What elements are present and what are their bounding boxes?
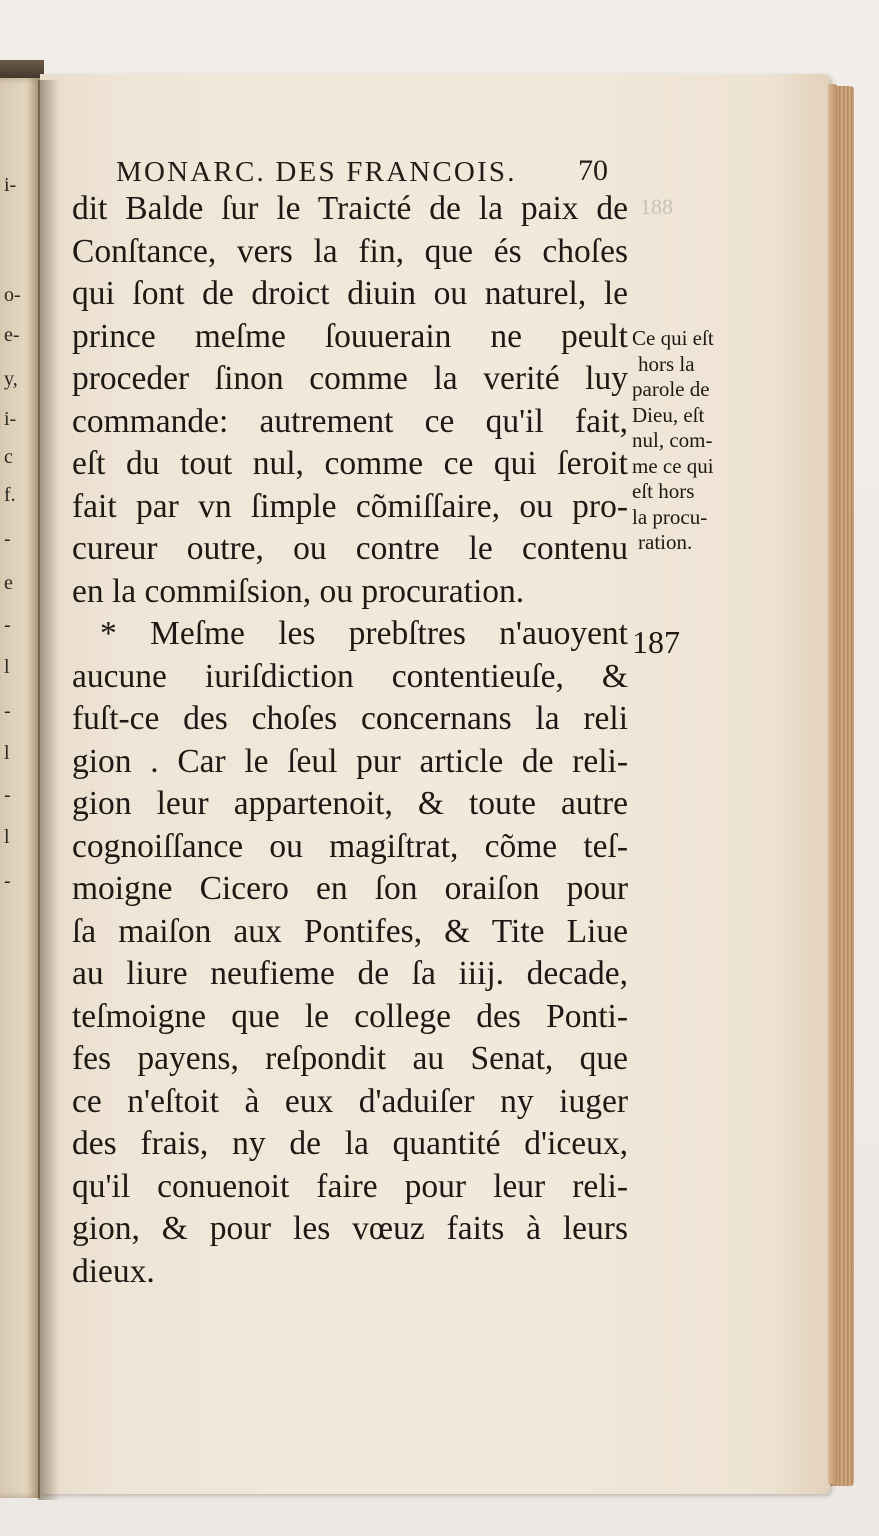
left-page-fragment: e <box>4 572 13 594</box>
left-page-fragment: - <box>4 870 11 892</box>
left-page-fragment: o- <box>4 284 21 306</box>
text-line: commande: autrement ce qu'il fait, <box>72 402 628 440</box>
margin-line: Dieu, eſt <box>632 402 705 427</box>
text-line: Conſtance, vers la fin, que és choſes <box>72 232 628 270</box>
left-page-fragment: - <box>4 528 11 550</box>
text-line: * Meſme les prebſtres n'auoyent <box>100 615 628 652</box>
margin-line: me ce qui <box>632 453 714 478</box>
show-through-number: 188 <box>640 194 673 219</box>
text-line: teſmoigne que le college des Ponti- <box>72 997 628 1035</box>
left-page-fragment: - <box>4 700 11 722</box>
text-line: ſa maiſon aux Pontifes, & Tite Liue <box>72 912 628 950</box>
page-number: 70 <box>578 154 608 187</box>
left-page-fragment: i- <box>4 408 17 430</box>
text-line: gion . Car le ſeul pur article de reli- <box>72 742 628 780</box>
margin-line: Ce qui eſt <box>632 326 714 350</box>
left-page-fragment: i- <box>4 174 17 196</box>
running-head: MONARC. DES FRANCOIS. <box>116 156 517 188</box>
left-page-fragment: l <box>4 826 10 848</box>
gutter-shadow <box>38 80 60 1500</box>
margin-line: hors la <box>638 351 695 376</box>
text-line: dit Balde ſur le Traicté de la paix de <box>72 190 628 227</box>
text-line: cognoiſſance ou magiſtrat, cõme teſ- <box>72 827 628 865</box>
left-page-fragment: f. <box>4 484 16 506</box>
page-fore-edge <box>828 84 838 1484</box>
text-line: des frais, ny de la quantité d'iceux, <box>72 1125 628 1162</box>
main-text-block <box>72 188 632 1293</box>
text-line: dieux. <box>72 1252 155 1290</box>
text-line: prince meſme ſouuerain ne peult <box>72 317 628 355</box>
left-page-fragment: - <box>4 784 11 806</box>
section-number: 187 <box>632 624 680 660</box>
text-line: fes payens, reſpondit au Senat, que <box>72 1040 628 1077</box>
left-page-fragment: l <box>4 742 10 764</box>
left-page-fragment: e- <box>4 324 20 346</box>
left-page-fragment: - <box>4 614 11 636</box>
left-page-fragment: l <box>4 656 10 678</box>
text-line: fait par vn ſimple cõmiſſaire, ou pro- <box>72 487 628 525</box>
text-line: eſt du tout nul, comme ce qui ſeroit <box>72 445 628 482</box>
facing-page-left <box>0 78 40 1498</box>
text-line: gion leur appartenoit, & toute autre <box>72 785 628 822</box>
margin-line: eſt hors <box>632 479 695 503</box>
text-line: qu'il conuenoit faire pour leur reli- <box>72 1167 628 1205</box>
marginal-note <box>632 326 742 556</box>
left-page-fragment: y, <box>4 368 18 390</box>
text-line: ce n'eſtoit à eux d'aduiſer ny iuger <box>72 1082 628 1120</box>
margin-line: la procu- <box>632 504 708 529</box>
margin-line: nul, com- <box>632 428 713 452</box>
text-line: qui ſont de droict diuin ou naturel, le <box>72 275 628 312</box>
text-line: en la commiſsion, ou procuration. <box>72 572 525 610</box>
text-line: aucune iuriſdiction contentieuſe, & <box>72 657 628 695</box>
margin-line: parole de <box>632 377 710 401</box>
left-page-fragment: c <box>4 446 13 468</box>
text-line: cureur outre, ou contre le contenu <box>72 530 628 567</box>
text-line: proceder ſinon comme la verité luy <box>72 360 628 397</box>
text-line: au liure neufieme de ſa iiij. decade, <box>72 955 628 992</box>
text-line: gion, & pour les vœuz faits à leurs <box>72 1210 628 1247</box>
text-line: moigne Cicero en ſon oraiſon pour <box>72 870 628 907</box>
margin-line: ration. <box>638 530 693 554</box>
text-line: fuſt-ce des choſes concernans la reli <box>72 700 628 737</box>
